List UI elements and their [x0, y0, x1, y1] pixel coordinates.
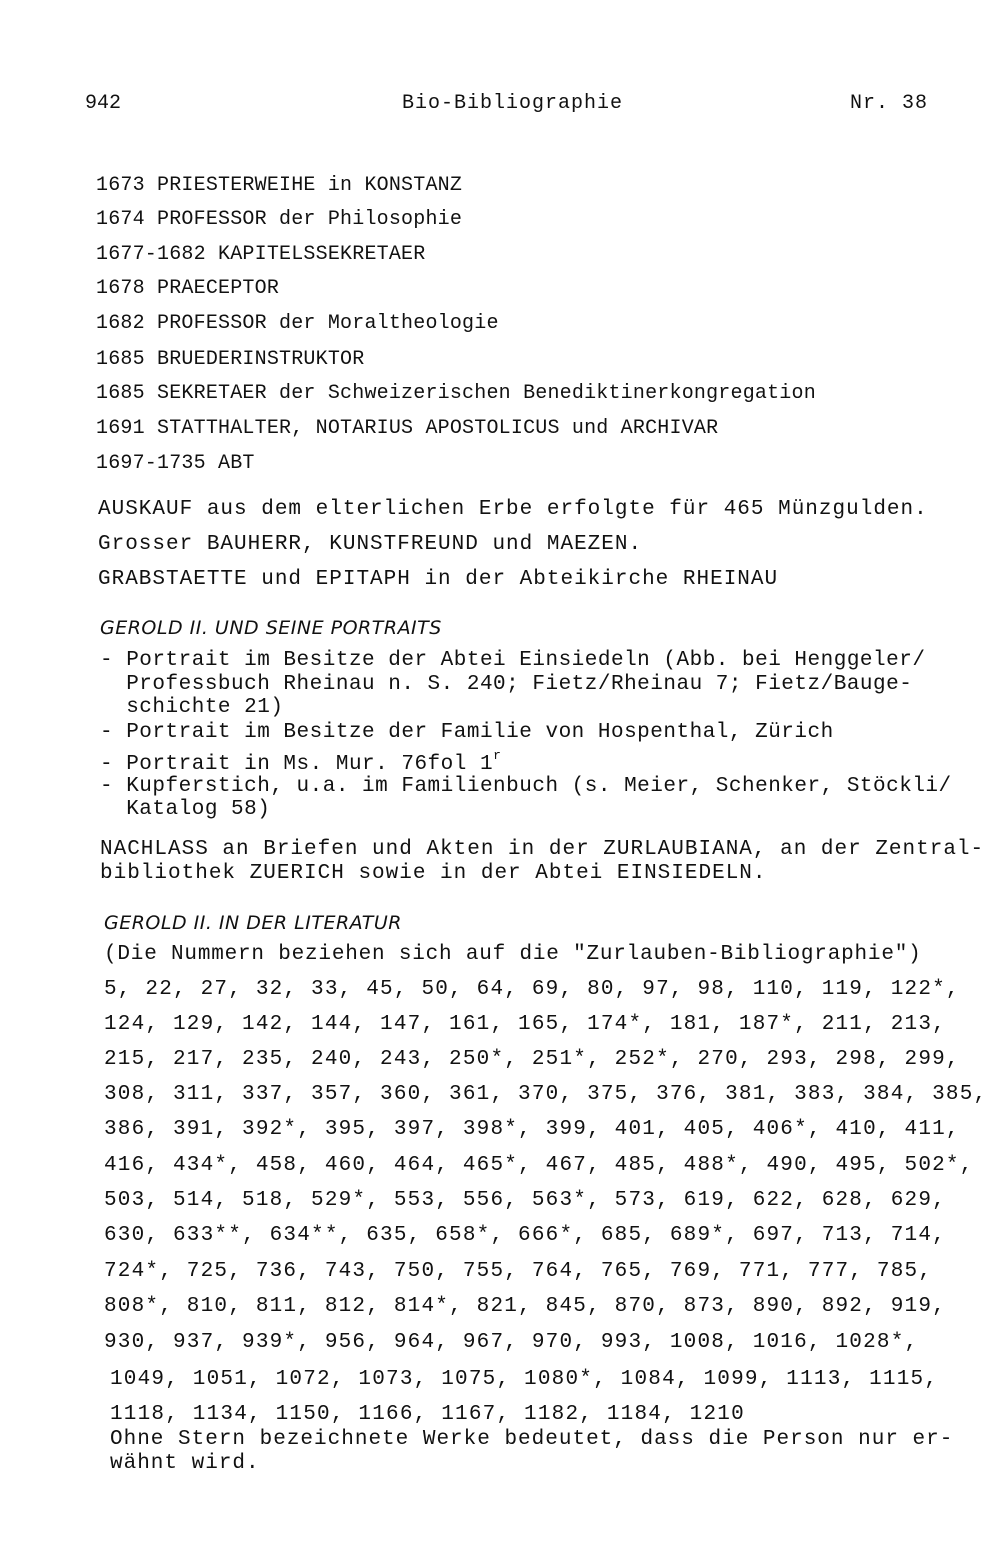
- chronology-item: 1685 SEKRETAER der Schweizerischen Benediktinerkongregation: [96, 382, 816, 405]
- reference-line: 630, 633**, 634**, 635, 658*, 666*, 685, 689*, 697, 713, 714,: [104, 1224, 946, 1247]
- section-heading-literature: GEROLD II. IN DER LITERATUR: [104, 912, 402, 934]
- portrait-item-line: - Portrait im Besitze der Abtei Einsiedeln (Abb. bei Henggeler/: [100, 649, 926, 672]
- page-number: 942: [85, 92, 122, 115]
- footnote-line: Ohne Stern bezeichnete Werke bedeutet, dass die Person nur er-: [110, 1428, 954, 1451]
- portrait-item-line: schichte 21): [100, 696, 284, 719]
- chronology-item: 1691 STATTHALTER, NOTARIUS APOSTOLICUS und ARCHIVAR: [96, 417, 719, 440]
- portrait-item-line: [100, 744, 501, 777]
- portrait-item-line: - Kupferstich, u.a. im Familienbuch (s. Meier, Schenker, Stöckli/: [100, 775, 952, 798]
- reference-line: 416, 434*, 458, 460, 464, 465*, 467, 485, 488*, 490, 495, 502*,: [104, 1154, 974, 1177]
- chronology-item: 1678 PRAECEPTOR: [96, 277, 280, 300]
- entry-number: Nr. 38: [850, 92, 929, 115]
- nachlass-line: NACHLASS an Briefen und Akten in der ZURLAUBIANA, an der Zentral-: [100, 838, 985, 861]
- reference-line: 124, 129, 142, 144, 147, 161, 165, 174*, 181, 187*, 211, 213,: [104, 1013, 946, 1036]
- chronology-item: 1674 PROFESSOR der Philosophie: [96, 208, 463, 231]
- chronology-item: 1697-1735 ABT: [96, 452, 255, 475]
- reference-line: 5, 22, 27, 32, 33, 45, 50, 64, 69, 80, 97, 98, 110, 119, 122*,: [104, 978, 960, 1001]
- portrait-item-line: Professbuch Rheinau n. S. 240; Fietz/Rheinau 7; Fietz/Bauge-: [100, 673, 913, 696]
- running-title: Bio-Bibliographie: [402, 92, 624, 115]
- note-line: AUSKAUF aus dem elterlichen Erbe erfolgte für 465 Münzgulden.: [98, 498, 928, 521]
- reference-line: 215, 217, 235, 240, 243, 250*, 251*, 252*, 270, 293, 298, 299,: [104, 1048, 960, 1071]
- note-line: GRABSTAETTE und EPITAPH in der Abteikirche RHEINAU: [98, 568, 779, 591]
- chronology-item: 1685 BRUEDERINSTRUKTOR: [96, 348, 365, 371]
- reference-line: 386, 391, 392*, 395, 397, 398*, 399, 401, 405, 406*, 410, 411,: [104, 1118, 960, 1141]
- portrait-item-text: - Portrait in Ms. Mur. 76fol 1: [100, 753, 494, 776]
- reference-line: 930, 937, 939*, 956, 964, 967, 970, 993, 1008, 1016, 1028*,: [104, 1331, 919, 1354]
- nachlass-line: bibliothek ZUERICH sowie in der Abtei EINSIEDELN.: [100, 862, 767, 885]
- literature-intro: (Die Nummern beziehen sich auf die "Zurlauben-Bibliographie"): [104, 943, 922, 966]
- portrait-item-line: - Portrait im Besitze der Familie von Hospenthal, Zürich: [100, 721, 834, 744]
- reference-line: 1118, 1134, 1150, 1166, 1167, 1182, 1184, 1210: [110, 1403, 745, 1426]
- portrait-item-line: Katalog 58): [100, 798, 271, 821]
- section-heading-portraits: GEROLD II. UND SEINE PORTRAITS: [100, 617, 442, 639]
- folio-superscript: r: [493, 748, 502, 763]
- reference-line: 503, 514, 518, 529*, 553, 556, 563*, 573, 619, 622, 628, 629,: [104, 1189, 946, 1212]
- reference-line: 808*, 810, 811, 812, 814*, 821, 845, 870, 873, 890, 892, 919,: [104, 1295, 946, 1318]
- reference-line: 308, 311, 337, 357, 360, 361, 370, 375, 376, 381, 383, 384, 385,: [104, 1083, 988, 1106]
- footnote-line: wähnt wird.: [110, 1452, 260, 1475]
- chronology-item: 1682 PROFESSOR der Moraltheologie: [96, 312, 499, 335]
- chronology-item: 1677-1682 KAPITELSSEKRETAER: [96, 243, 426, 266]
- reference-line: 724*, 725, 736, 743, 750, 755, 764, 765, 769, 771, 777, 785,: [104, 1260, 933, 1283]
- chronology-item: 1673 PRIESTERWEIHE in KONSTANZ: [96, 174, 463, 197]
- reference-line: 1049, 1051, 1072, 1073, 1075, 1080*, 1084, 1099, 1113, 1115,: [110, 1368, 939, 1391]
- note-line: Grosser BAUHERR, KUNSTFREUND und MAEZEN.: [98, 533, 643, 556]
